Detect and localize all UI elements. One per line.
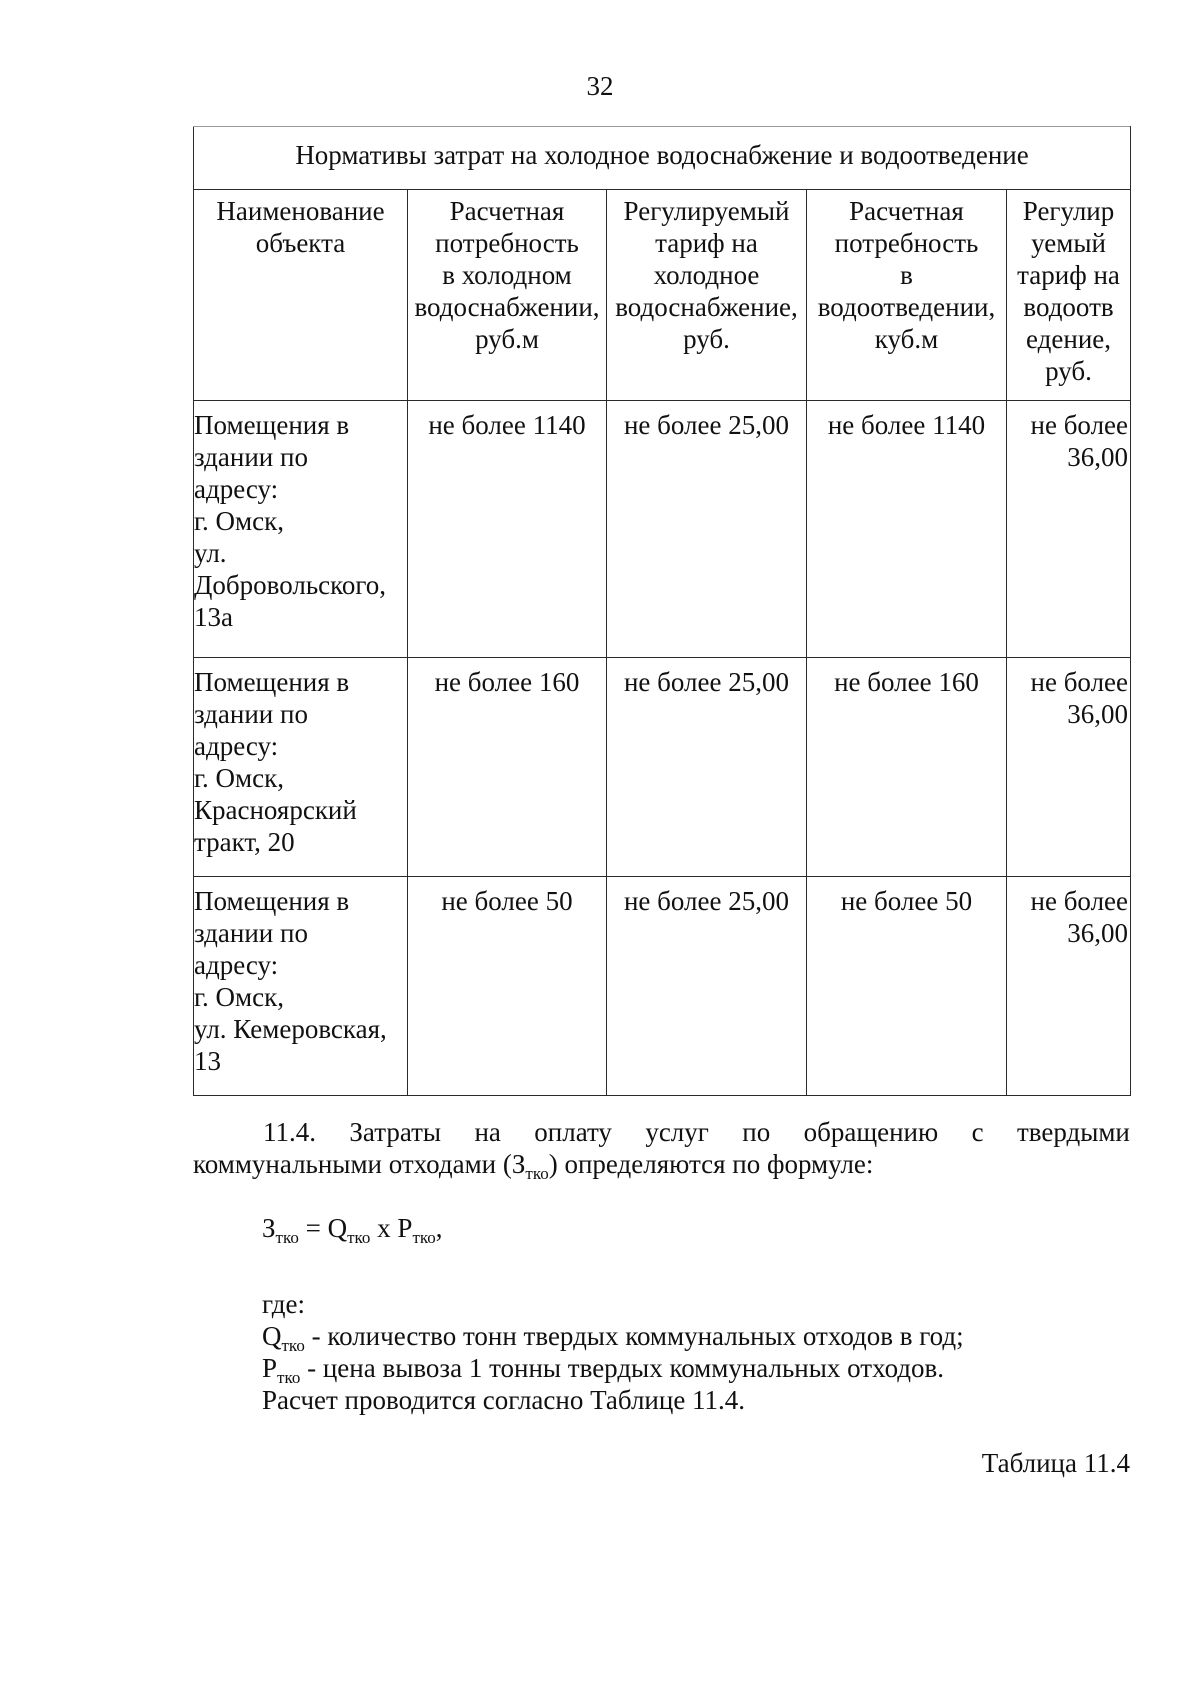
legend-calc: Расчет проводится согласно Таблице 11.4.: [262, 1385, 746, 1415]
row-cold-need: не более 1140: [408, 401, 607, 658]
header-object-name: Наименование объекта: [194, 190, 408, 401]
row-object-name: Помещения в здании по адресу: г. Омск, Красноярский тракт, 20: [194, 658, 408, 877]
page-number: 32: [586, 71, 614, 101]
header-cold-tariff: Регулируемый тариф на холодное водоснабжение, руб.: [607, 190, 807, 401]
row-object-name: Помещения в здании по адресу: г. Омск, ул. Добровольского, 13а: [194, 401, 408, 658]
row-cold-tariff: не более 25,00: [607, 401, 807, 658]
row-drain-need: не более 50: [807, 877, 1007, 1096]
row-drain-need: не более 1140: [807, 401, 1007, 658]
table-caption-row: [194, 127, 1131, 190]
row-cold-tariff: не более 25,00: [607, 658, 807, 877]
formula-legend: [262, 1288, 964, 1416]
row-cold-need: не более 50: [408, 877, 607, 1096]
legend-p: $P_{тко}$ - цена вывоза 1 тонны твердых коммунальных отходов.: [262, 1353, 945, 1387]
table-caption: Нормативы затрат на холодное водоснабжение и водоотведение: [194, 127, 1131, 190]
row-cold-tariff: не более 25,00: [607, 877, 807, 1096]
legend-where: где:: [262, 1289, 305, 1319]
table-row: [194, 401, 1131, 658]
paragraph-first-line: 11.4. Затраты на оплату услуг по обращению с твердыми: [263, 1117, 1130, 1147]
row-cold-need: не более 160: [408, 658, 607, 877]
row-drain-need: не более 160: [807, 658, 1007, 877]
row-drain-tariff: не более 36,00: [1007, 877, 1131, 1096]
paragraph-second-line: коммунальными отходами $(З_{тко})$ определяются по формуле:: [193, 1149, 874, 1183]
legend-q: $Q_{тко}$ - количество тонн твердых коммунальных отходов в год;: [262, 1321, 964, 1355]
section-11-4-paragraph: [193, 1116, 1130, 1183]
table-label: Таблица 11.4: [981, 1448, 1130, 1478]
header-drain-need: Расчетная потребность в водоотведении, куб.м: [807, 190, 1007, 401]
norms-table: [193, 126, 1131, 1096]
row-drain-tariff: не более 36,00: [1007, 658, 1131, 877]
row-drain-tariff: не более 36,00: [1007, 401, 1131, 658]
formula: $З_{тко} = Q_{тко}$ x $P_{тко}$,: [262, 1213, 443, 1247]
table-header-row: [194, 190, 1131, 401]
row-object-name: Помещения в здании по адресу: г. Омск, ул. Кемеровская, 13: [194, 877, 408, 1096]
header-cold-need: Расчетная потребность в холодном водоснабжении, руб.м: [408, 190, 607, 401]
header-drain-tariff: Регулир уемый тариф на водоотв едение, руб.: [1007, 190, 1131, 401]
table-row: [194, 658, 1131, 877]
table-row: [194, 877, 1131, 1096]
